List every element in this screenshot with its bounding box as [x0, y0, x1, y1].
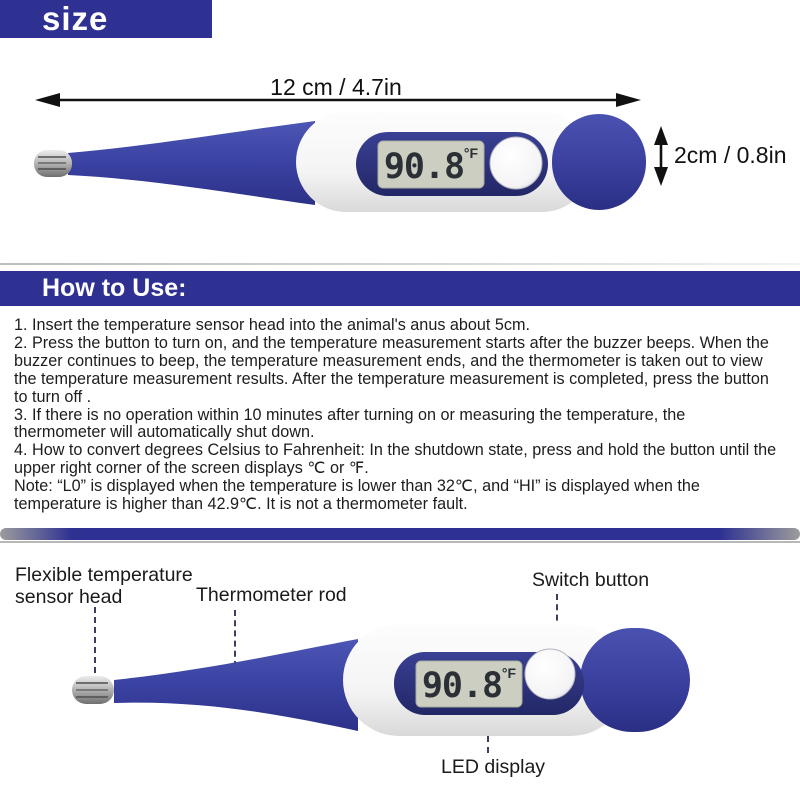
- size-header-label: size: [42, 0, 109, 37]
- height-dimension-label: 2cm / 0.8in: [674, 142, 787, 168]
- lcd-value: 90.8: [421, 666, 503, 706]
- flexible-probe: [68, 121, 315, 205]
- sensor-head-label: Flexible temperature sensor head: [15, 564, 193, 609]
- arrowhead-down-icon: [654, 167, 668, 186]
- instruction-step: 1. Insert the temperature sensor head into the animal's anus about 5cm.: [14, 316, 530, 334]
- lcd-unit: °F: [463, 145, 479, 161]
- rod-label: Thermometer rod: [196, 584, 347, 606]
- arrowhead-up-icon: [654, 126, 668, 145]
- length-dimension-label: 12 cm / 4.7in: [270, 74, 402, 100]
- lcd-value: 90.8: [383, 147, 465, 187]
- instruction-step: 3. If there is no operation within 10 minutes after turning on or measuring the temperature, the thermometer will automatically shut down.: [14, 405, 686, 442]
- height-dimension-arrow: [650, 125, 672, 187]
- thermometer-photo-top: [30, 106, 650, 218]
- how-to-use-header-label: How to Use:: [42, 274, 187, 302]
- tip-ridge: [38, 162, 66, 164]
- divider-shadow-line: [0, 541, 800, 543]
- end-cap: [580, 628, 690, 732]
- how-to-use-header: [0, 271, 800, 306]
- instruction-note: Note: “L0” is displayed when the temperature is lower than 32℃, and “HI” is displayed when the temperature is higher than 42.9℃. It is not a thermometer fault.: [14, 477, 700, 514]
- instruction-step: 2. Press the button to turn on, and the temperature measurement starts after the buzzer beeps. When the buzzer continues to beep, the temperature measurement ends, and the thermometer is taken out to view the temperature measurement results. After the temperature measurement is completed, press the button to turn off .: [14, 333, 769, 406]
- section-divider-line: [0, 263, 800, 265]
- power-button: [525, 649, 575, 699]
- tip-ridge: [38, 156, 66, 158]
- size-section-header: [0, 0, 212, 38]
- tip-ridge: [76, 689, 108, 691]
- tip-ridge: [38, 168, 66, 170]
- instructions-text: [14, 317, 780, 514]
- arrowhead-right-icon: [616, 93, 641, 107]
- lcd-unit: °F: [501, 665, 517, 681]
- switch-button-label: Switch button: [532, 569, 650, 591]
- power-button: [490, 137, 542, 189]
- end-cap: [552, 114, 646, 210]
- flexible-probe: [114, 639, 358, 731]
- thermometer-photo-bottom: [58, 612, 703, 747]
- tip-ridge: [76, 696, 108, 698]
- arrowhead-left-icon: [35, 93, 60, 107]
- led-display-label: LED display: [441, 756, 546, 778]
- instruction-step: 4. How to convert degrees Celsius to Fahrenheit: In the shutdown state, press and hold the button until the upper right corner of the screen displays ℃ or ℉.: [14, 441, 777, 478]
- tip-ridge: [76, 682, 108, 684]
- divider-bar: [0, 528, 800, 540]
